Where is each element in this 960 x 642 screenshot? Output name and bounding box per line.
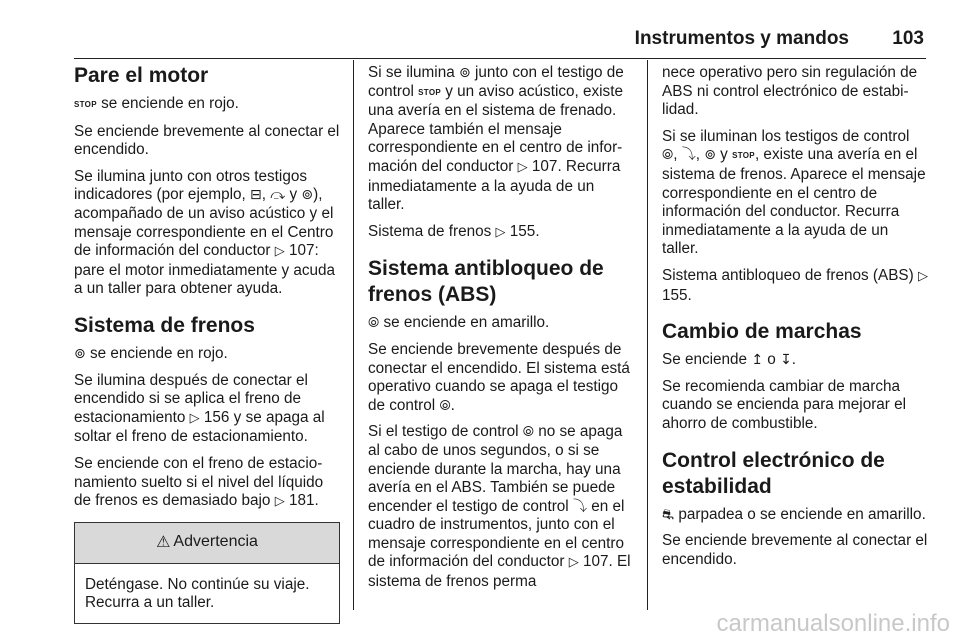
text: .	[535, 222, 540, 240]
paragraph	[74, 345, 340, 364]
header-title: Instrumentos y mandos	[634, 28, 849, 49]
paragraph	[662, 506, 928, 525]
text: y se apaga al soltar el freno de estacionamiento.	[74, 408, 325, 446]
text: ,	[673, 146, 682, 164]
paragraph	[368, 423, 634, 591]
text: en el cuadro de instrumentos, junto con el mensaje correspondiente en el centro de información del conductor	[368, 497, 625, 571]
text: Si el testigo de control	[368, 423, 523, 441]
esc-icon: ⛐	[662, 506, 675, 523]
reference-arrow-icon: ▷	[517, 159, 528, 175]
paragraph	[662, 351, 928, 370]
text: parpadea o se enciende en amarillo.	[674, 505, 926, 523]
text: ,	[695, 146, 705, 164]
reference-arrow-icon: ▷	[274, 244, 285, 260]
text: o	[763, 351, 781, 369]
header-rule	[74, 58, 926, 59]
warning-header	[75, 523, 339, 564]
paragraph	[368, 314, 634, 333]
text: . Recurra inmediatamente a la ayuda de un taller.	[368, 157, 621, 214]
page-reference: 156	[203, 408, 230, 426]
paragraph	[368, 223, 634, 243]
paragraph	[662, 128, 928, 259]
text: se enciende en amarillo.	[379, 314, 550, 332]
shift-up-icon: ↥	[751, 352, 764, 369]
text: se enciende en rojo.	[85, 344, 228, 362]
text: Sistema de frenos	[368, 222, 496, 240]
heading-abs: Sistema antibloqueo de frenos (ABS)	[368, 257, 604, 307]
text: Si se ilumina	[368, 64, 459, 81]
abs-icon: ⦾	[439, 397, 451, 414]
paragraph: Se enciende brevemente al conectar el encendido.	[74, 122, 340, 159]
text: junto con el testigo de control	[368, 64, 624, 100]
page-reference: 181	[288, 492, 315, 510]
shift-down-icon: ↧	[780, 352, 792, 369]
text: Se enciende brevemente después de conectar el encendido. El sistema está operativo cuando se apaga el testigo de control	[368, 340, 630, 414]
text: ,	[261, 186, 271, 204]
text: , existe una avería en el sistema de frenos. Aparece el mensaje correspondiente en el centro de información del conductor. Recurra inmediatamente a la ayuda de un taller.	[662, 146, 926, 258]
paragraph: Se recomienda cambiar de marcha cuando se encienda para mejorar el ahorro de combustible.	[662, 377, 907, 432]
text: no se apaga al cabo de unos segundos, o si se enciende durante la marcha, hay una avería en el ABS. También se puede encender el testigo de control	[368, 423, 623, 515]
text: Si se iluminan los testigos de control	[662, 127, 910, 145]
column-2	[368, 64, 634, 600]
paragraph: nece operativo pero sin regulación de ABS ni control electrónico de estabilidad.	[662, 64, 918, 119]
paragraph	[74, 455, 340, 512]
paragraph: Se enciende brevemente al conectar el encendido.	[662, 532, 928, 568]
brake-icon: ⊚	[458, 65, 471, 81]
oil-pressure-icon: ⤼	[270, 187, 286, 204]
page-header	[74, 28, 924, 58]
text: . El sistema de frenos perma	[368, 553, 631, 591]
heading-sistema-de-frenos: Sistema de frenos	[74, 313, 255, 337]
stop-icon: STOP	[74, 100, 97, 109]
text: y	[715, 146, 733, 164]
paragraph	[74, 168, 340, 299]
page-reference: 107	[288, 242, 315, 260]
text: Se enciende con el freno de estacionamiento suelto si el nivel del líquido de frenos es demasiado bajo	[74, 454, 324, 510]
heading-control-electronico: Control electrónico de estabilidad	[662, 448, 885, 498]
reference-arrow-icon: ▷	[917, 268, 928, 284]
column-divider-2	[647, 60, 648, 610]
heading-cambio-de-marchas: Cambio de marchas	[662, 320, 862, 344]
warning-icon: ⚠	[156, 532, 171, 552]
abs-icon: ⦾	[662, 147, 674, 164]
battery-icon: ⊟	[250, 187, 262, 204]
reference-arrow-icon: ▷	[568, 555, 579, 571]
reference-arrow-icon: ▷	[189, 410, 200, 426]
column-3	[662, 64, 928, 577]
paragraph	[74, 95, 340, 115]
warning-title: Advertencia	[173, 533, 258, 551]
stop-icon: STOP	[418, 87, 442, 97]
warning-box	[74, 522, 340, 624]
stop-icon: STOP	[732, 151, 755, 161]
text: Se ilumina después de conectar el encendido si se aplica el freno de estacionamiento	[74, 371, 308, 426]
text: se enciende en rojo.	[96, 95, 239, 112]
reference-arrow-icon: ▷	[274, 494, 285, 510]
text: .	[314, 492, 319, 510]
page-reference: 107	[582, 553, 609, 571]
paragraph	[74, 372, 340, 447]
page-number: 103	[892, 28, 924, 49]
paragraph	[662, 267, 928, 305]
text: Se ilumina junto con otros testigos indicadores (por ejemplo,	[74, 167, 307, 204]
column-1	[74, 63, 340, 624]
text: Se enciende	[662, 351, 752, 369]
text: y un aviso acústico, existe una avería en el sistema de frenado. Aparece también el mensaje correspondiente en el centro de información del conductor	[368, 82, 623, 175]
abs-icon: ⦾	[368, 315, 380, 332]
heading-pare-el-motor: Pare el motor	[74, 64, 209, 87]
watermark: carmanualsonline.info	[716, 610, 950, 637]
lane-assist-icon: ⤵	[572, 498, 587, 515]
page-reference: 155	[509, 222, 536, 240]
brake-icon: ⊚	[74, 345, 86, 362]
text: Sistema antibloqueo de frenos (ABS)	[662, 266, 918, 284]
brake-icon: ⊚	[704, 147, 716, 164]
text: y	[285, 186, 302, 204]
column-divider-1	[353, 60, 354, 610]
text: .	[791, 351, 797, 369]
paragraph	[368, 341, 634, 415]
warning-text: Deténgase. No continúe su viaje. Recurra a un taller.	[85, 575, 310, 612]
paragraph	[368, 64, 634, 215]
brake-icon: ⊚	[301, 187, 314, 204]
abs-icon: ⦾	[522, 424, 534, 441]
page-reference: 107	[531, 157, 558, 175]
page-reference: 155	[662, 286, 688, 304]
text: ), acompañado de un aviso acústico y el mensaje correspondiente en el Centro de información del conductor	[74, 186, 334, 260]
text: .	[450, 396, 455, 414]
text: : pare el motor inmediatamente y acuda a un taller para obtener ayuda.	[74, 242, 336, 298]
text: .	[687, 286, 692, 304]
reference-arrow-icon: ▷	[495, 224, 506, 240]
lane-assist-icon: ⤵	[681, 147, 696, 164]
